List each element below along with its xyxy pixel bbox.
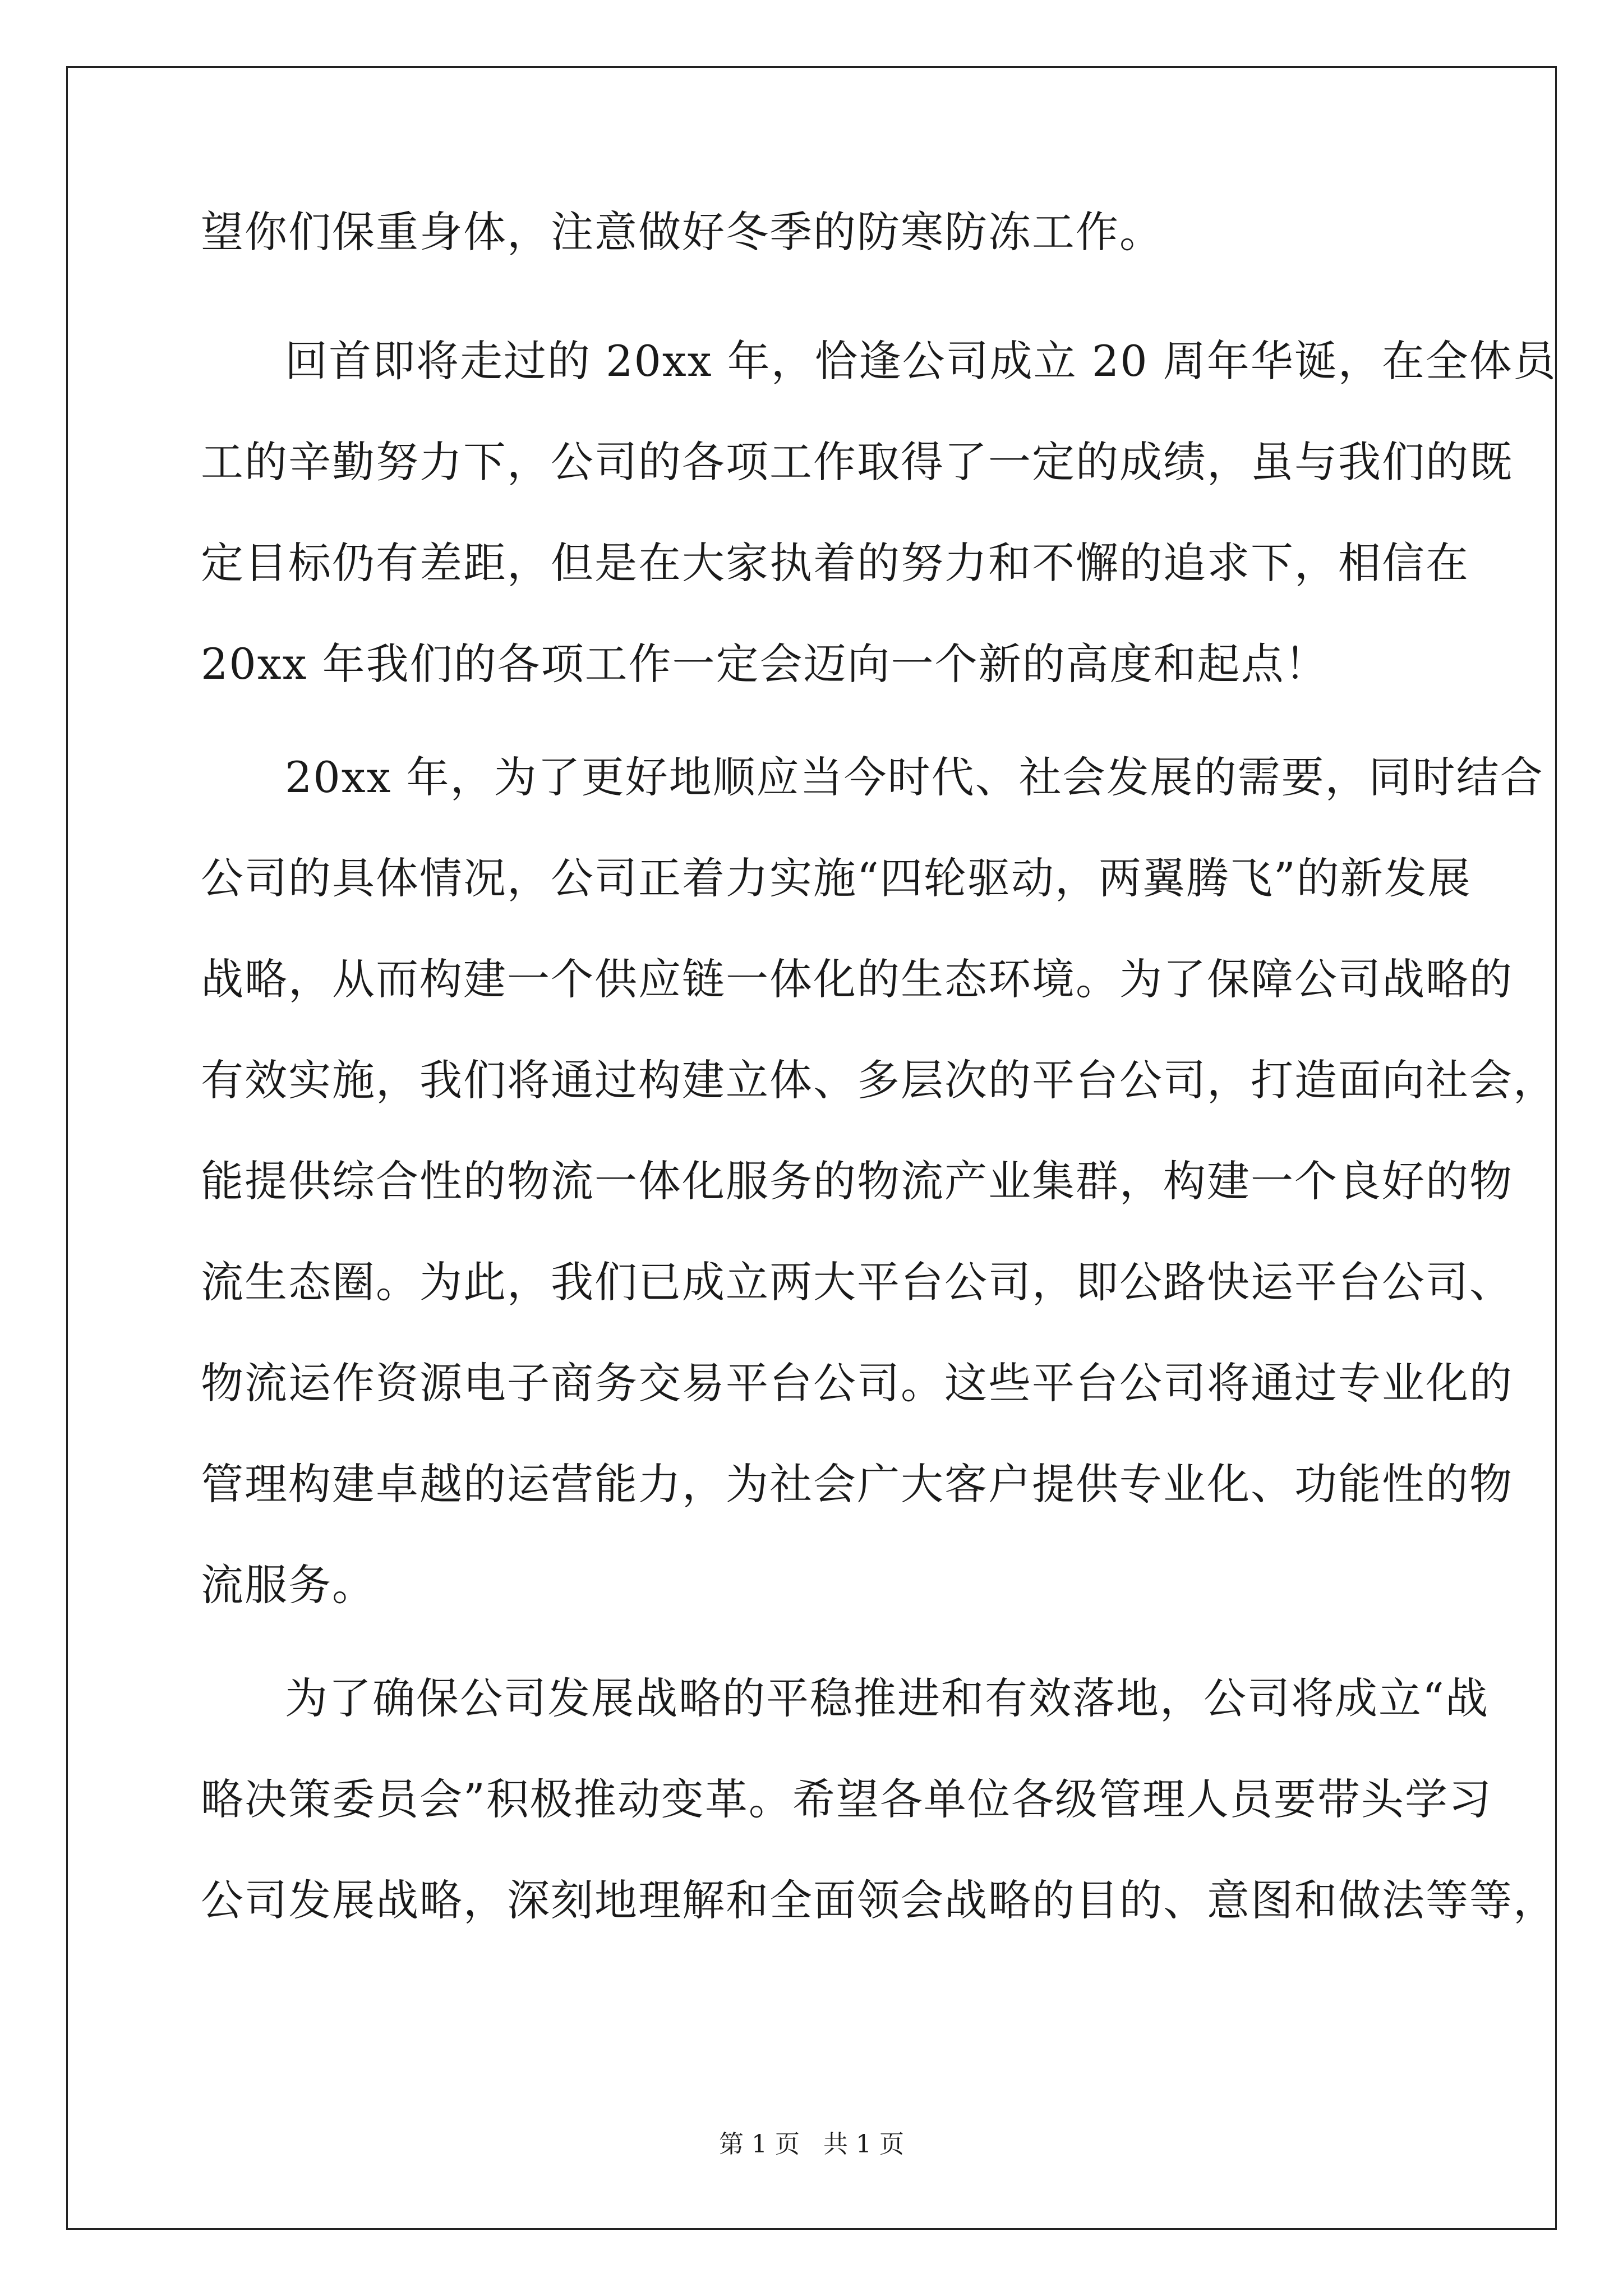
body-line: 有效实施，我们将通过构建立体、多层次的平台公司，打造面向社会， — [201, 1055, 1557, 1105]
body-line: 回首即将走过的 20xx 年，恰逢公司成立 20 周年华诞，在全体员 — [285, 336, 1557, 386]
body-line: 能提供综合性的物流一体化服务的物流产业集群，构建一个良好的物 — [201, 1156, 1513, 1206]
body-line: 略决策委员会”积极推动变革。希望各单位各级管理人员要带头学习 — [201, 1774, 1492, 1824]
body-line: 20xx 年，为了更好地顺应当今时代、社会发展的需要，同时结合 — [285, 752, 1544, 802]
body-line: 工的辛勤努力下，公司的各项工作取得了一定的成绩，虽与我们的既 — [201, 437, 1513, 487]
body-line: 望你们保重身体，注意做好冬季的防寒防冻工作。 — [201, 207, 1163, 257]
body-line: 物流运作资源电子商务交易平台公司。这些平台公司将通过专业化的 — [201, 1358, 1513, 1408]
body-line: 公司发展战略，深刻地理解和全面领会战略的目的、意图和做法等等， — [201, 1875, 1557, 1925]
body-line: 公司的具体情况，公司正着力实施“四轮驱动，两翼腾飞”的新发展 — [201, 853, 1472, 903]
body-line: 为了确保公司发展战略的平稳推进和有效落地，公司将成立“战 — [285, 1673, 1489, 1723]
page-number-footer: 第 1 页 共 1 页 — [719, 2130, 904, 2159]
body-line: 流服务。 — [201, 1560, 376, 1610]
body-line: 流生态圈。为此，我们已成立两大平台公司，即公路快运平台公司、 — [201, 1257, 1513, 1307]
body-line: 定目标仍有差距，但是在大家执着的努力和不懈的追求下，相信在 — [201, 538, 1469, 588]
body-line: 战略，从而构建一个供应链一体化的生态环境。为了保障公司战略的 — [201, 954, 1513, 1004]
body-line: 管理构建卓越的运营能力，为社会广大客户提供专业化、功能性的物 — [201, 1459, 1513, 1509]
body-line: 20xx 年我们的各项工作一定会迈向一个新的高度和起点！ — [201, 639, 1329, 689]
